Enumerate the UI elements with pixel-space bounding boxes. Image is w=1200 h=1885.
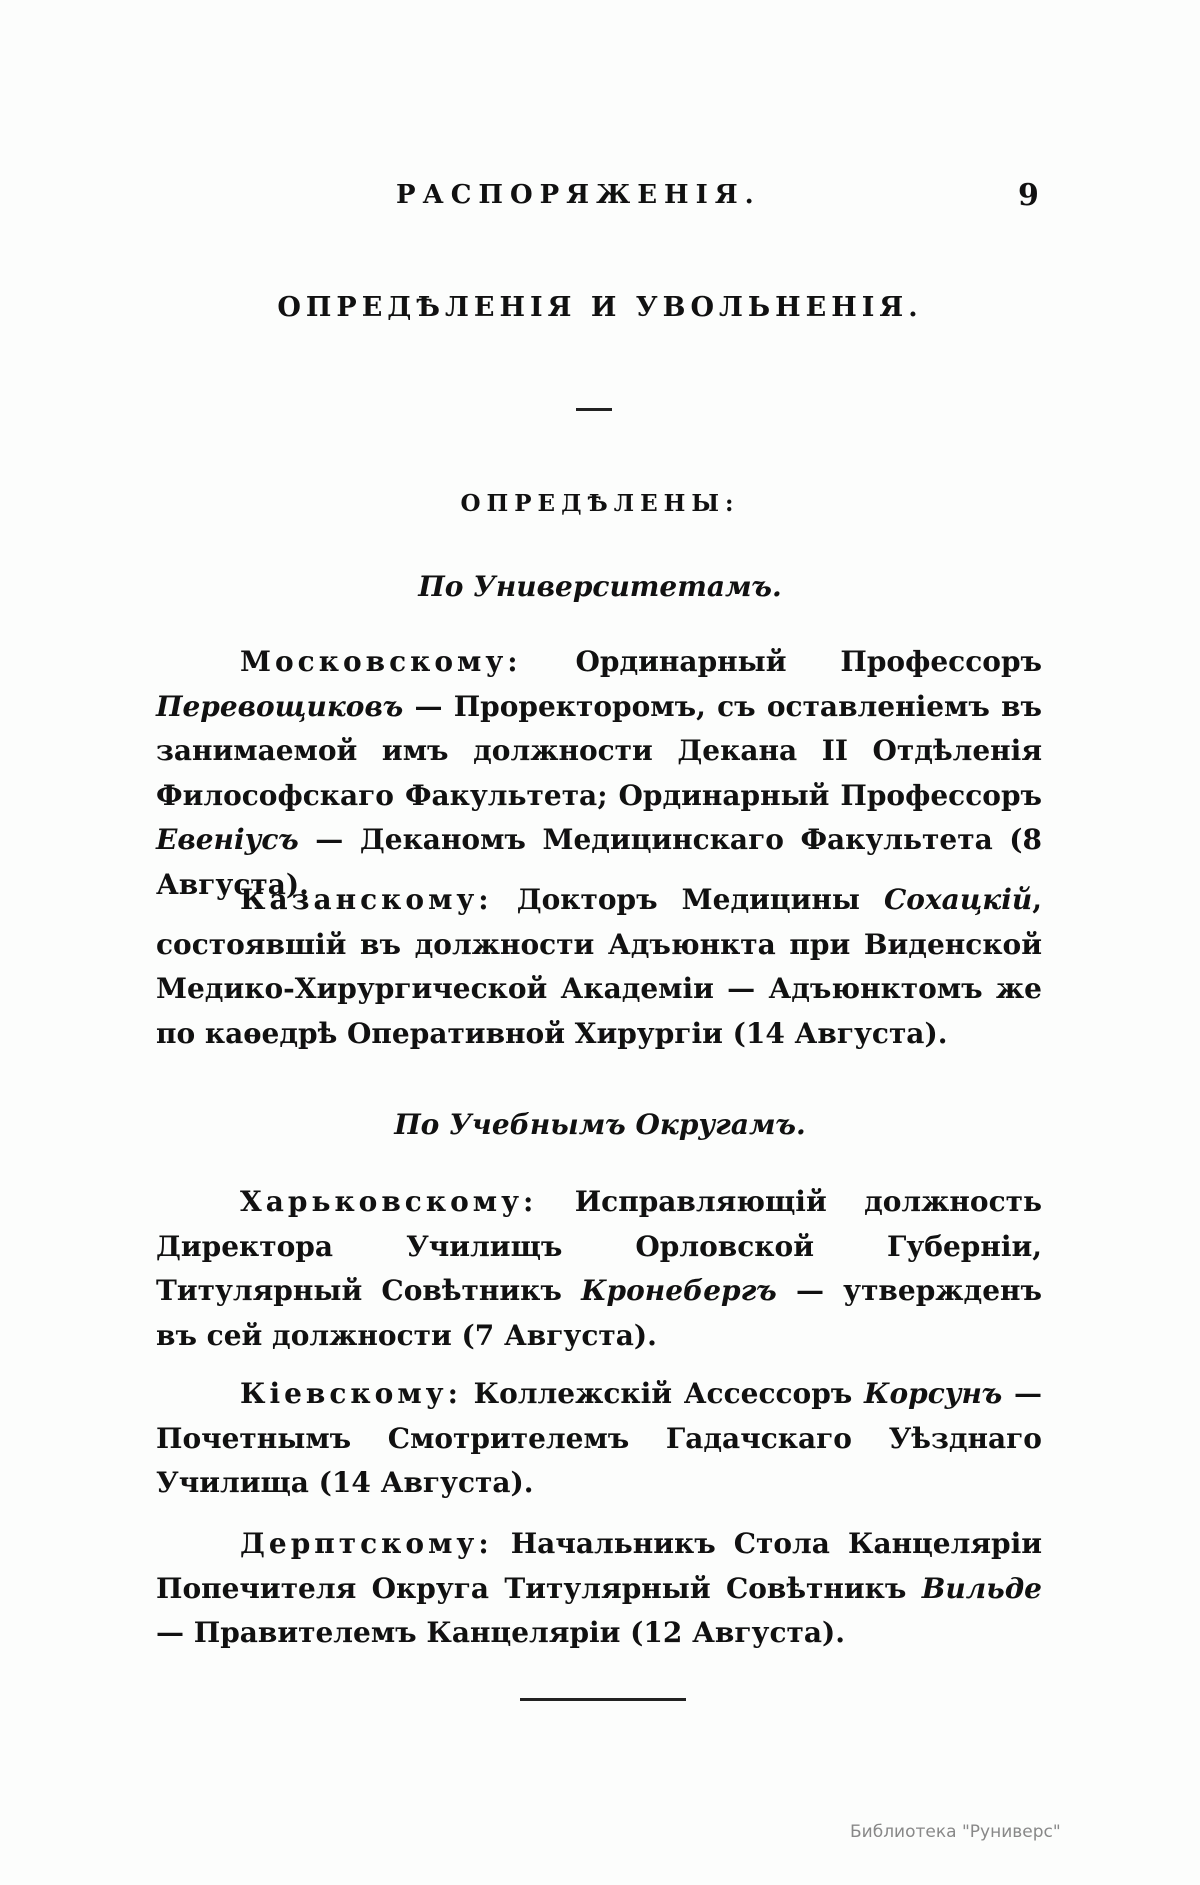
- chapter-title: ОПРЕДѢЛЕНІЯ И УВОЛЬНЕНІЯ.: [277, 292, 923, 323]
- person-name: Корсунъ: [863, 1377, 1003, 1410]
- section-heading: По Учебнымъ Округамъ.: [394, 1108, 806, 1141]
- paragraph-text: Начальникъ Стола Канцеляріи Попечителя Округа Титулярный Совѣтникъ: [156, 1527, 1042, 1605]
- paragraph-lead: Дерптскому:: [240, 1527, 493, 1560]
- paragraph: [156, 878, 1042, 1056]
- paragraph: [156, 640, 1042, 907]
- person-name: Евеніусъ: [156, 823, 299, 856]
- section-heading: По Университетамъ.: [418, 570, 782, 603]
- paragraph-text: Коллежскій Ассессоръ: [461, 1377, 864, 1410]
- person-name: Перевощиковъ: [156, 689, 404, 723]
- person-name: Кронебергъ: [581, 1274, 777, 1307]
- person-name: Сохацкій: [884, 883, 1033, 916]
- paragraph-lead: Казанскому:: [240, 883, 493, 916]
- page-number: 9: [1018, 178, 1039, 213]
- paragraph: [156, 1372, 1042, 1506]
- paragraph-text: , состоявшій въ должности Адъюнкта при Виденской Медико-Хирургической Академіи — Адъюнктомъ же по каѳедрѣ Оперативной Хирургіи (14 Августа).: [156, 883, 1042, 1050]
- running-title: РАСПОРЯЖЕНІЯ.: [396, 180, 761, 210]
- paragraph-text: Ординарный Профессоръ: [521, 645, 1042, 678]
- paragraph: [156, 1180, 1042, 1358]
- library-watermark: Библиотека "Руниверс": [850, 1822, 1061, 1842]
- divider: [576, 408, 612, 411]
- paragraph-text: Исправляющій должность Директора Училищъ Орловской Губерніи, Титулярный Совѣтникъ: [156, 1185, 1042, 1307]
- paragraph-text: — Проректоромъ, съ оставленіемъ въ занимаемой имъ должности Декана II Отдѣленія Философскаго Факультета; Ординарный Профессоръ: [156, 689, 1042, 812]
- paragraph-text: — Почетнымъ Смотрителемъ Гадачскаго Уѣзднаго Училища (14 Августа).: [156, 1377, 1042, 1499]
- paragraph: [156, 1522, 1042, 1656]
- paragraph-text: — утвержденъ въ сей должности (7 Августа).: [156, 1274, 1043, 1352]
- paragraph-text: — Деканомъ Медицинскаго Факультета (8 Августа).: [156, 823, 1042, 901]
- paragraph-text: Докторъ Медицины: [492, 883, 885, 916]
- end-rule: [520, 1698, 686, 1701]
- subtitle: ОПРЕДѢЛЕНЫ:: [460, 490, 740, 517]
- person-name: Вильде: [921, 1571, 1042, 1605]
- paragraph-lead: Кіевскому:: [240, 1377, 462, 1410]
- paragraph-lead: Московскому:: [240, 645, 522, 678]
- paragraph-lead: Харьковскому:: [240, 1185, 538, 1218]
- paragraph-text: — Правителемъ Канцеляріи (12 Августа).: [156, 1616, 846, 1649]
